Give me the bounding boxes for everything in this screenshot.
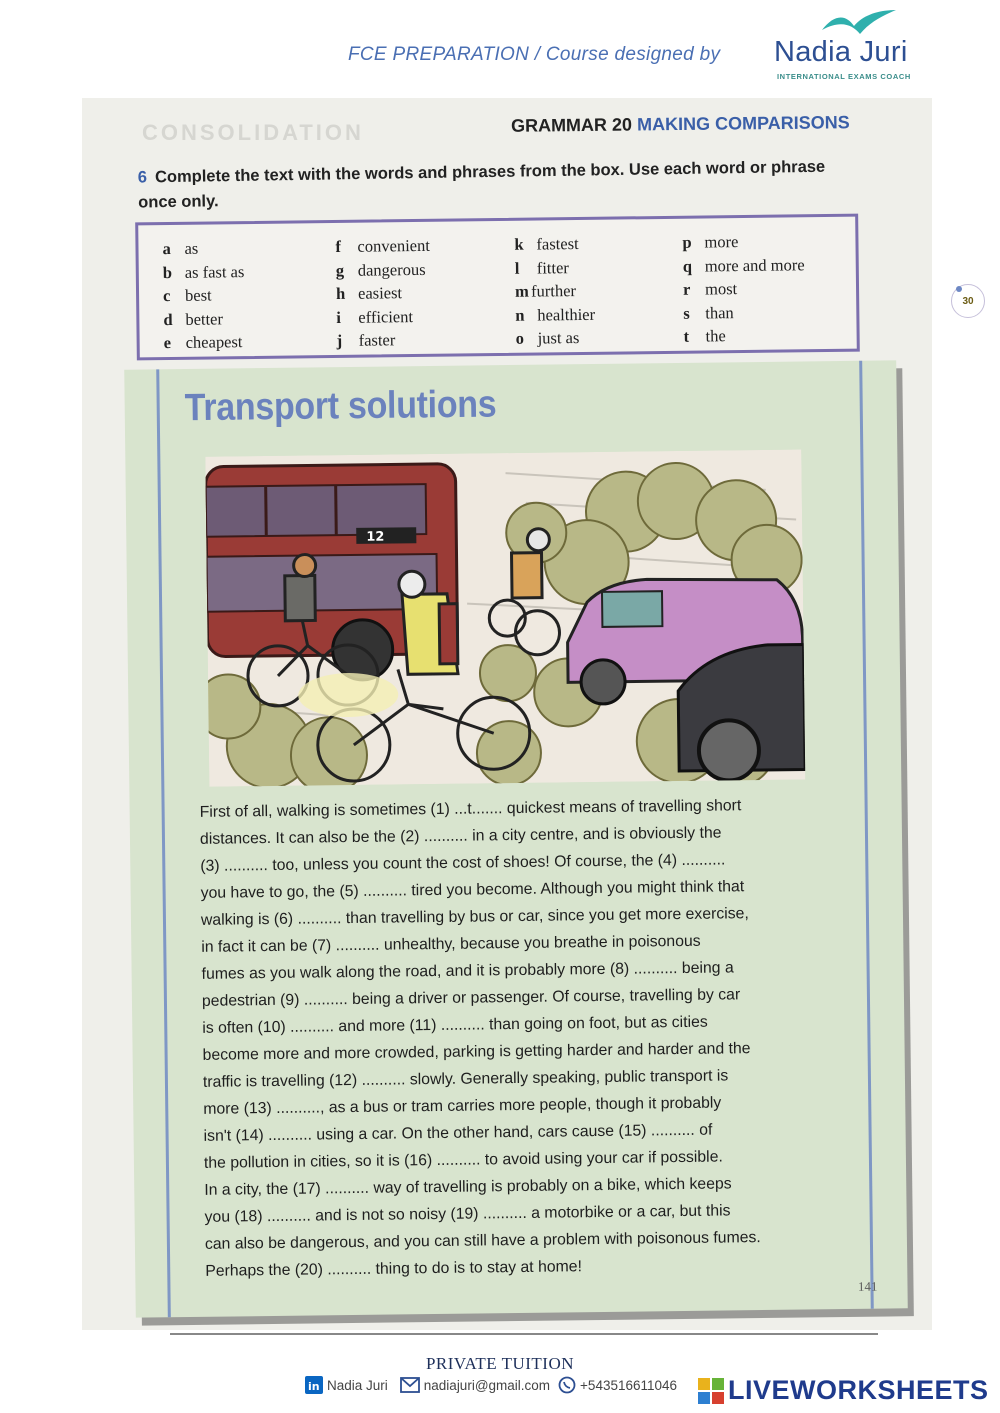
bird-icon — [820, 8, 900, 38]
passage-line: the pollution in cities, so it is (16) .......... to avoid using your car if possible. — [203, 1148, 723, 1172]
word-option: e cheapest — [163, 332, 243, 353]
passage-line: distances. It can also be the (2) .......... in a city centre, and is obviously the — [199, 824, 722, 848]
email-link[interactable]: nadiajuri@gmail.com — [423, 1377, 551, 1393]
grammar-title — [511, 112, 850, 137]
exercise-number: 6 — [137, 168, 148, 187]
ghost-heading: CONSOLIDATION — [142, 120, 364, 145]
word-column-4 — [682, 229, 805, 348]
word-option: r most — [682, 279, 738, 299]
worksheet-sheet — [124, 360, 908, 1317]
phone-number[interactable]: +543516611046 — [580, 1377, 678, 1393]
passage-line: more (13) .........., as a bus or tram carries more people, though it probably — [203, 1094, 722, 1118]
word-column-1 — [162, 236, 245, 354]
passage-line: is often (10) .......... and more (11) .......... than going on foot, but as cities — [202, 1013, 708, 1037]
word-option: f convenient — [335, 235, 430, 256]
passage-line: isn't (14) .......... using a car. On the other hand, cars cause (15) .......... of — [203, 1121, 713, 1145]
passage-line: fumes as you walk along the road, and it is probably more (8) .......... being a — [201, 959, 734, 983]
word-column-3 — [514, 232, 595, 350]
course-header: FCE PREPARATION / Course designed by — [348, 44, 721, 65]
word-option: c best — [162, 285, 212, 306]
liveworksheets-brand — [698, 1375, 989, 1406]
word-option: t the — [683, 326, 726, 346]
logo-name: Nadia Juri — [774, 36, 908, 68]
exercise-instruction — [138, 155, 839, 216]
word-option: s than — [683, 302, 734, 323]
word-box — [135, 214, 860, 361]
word-option: m further — [514, 281, 577, 301]
passage-line: In a city, the (17) .......... way of travelling is probably on a bike, which keeps — [204, 1175, 732, 1199]
word-option: l fitter — [514, 257, 569, 278]
badge-dot — [956, 286, 962, 292]
logo-subtitle: INTERNATIONAL EXAMS COACH — [777, 72, 911, 81]
passage-line: (3) .......... too, unless you count the cost of shoes! Of course, the (4) .......... — [200, 851, 726, 875]
word-option: n healthier — [515, 304, 596, 325]
word-option: b as fast as — [162, 261, 245, 282]
book-page-number: 141 — [857, 1278, 878, 1294]
passage-line: you have to go, the (5) .......... tired you become. Although you might think that — [200, 878, 745, 902]
passage-line: you (18) .......... and is not so noisy (19) .......... a motorbike or a car, but this — [204, 1202, 731, 1226]
word-column-2 — [335, 234, 431, 353]
whatsapp-icon — [558, 1376, 576, 1394]
word-option: p more — [682, 232, 739, 252]
sheet-margin-line — [859, 361, 874, 1309]
passage-line: in fact it can be (7) .......... unhealthy, because you breathe in poisonous — [201, 932, 701, 956]
word-option: i efficient — [336, 306, 414, 327]
word-option: a as — [162, 238, 199, 259]
passage-line: can also be dangerous, and you can still have a problem with poisonous fumes. — [204, 1229, 761, 1253]
linkedin-icon — [305, 1376, 323, 1394]
traffic-illustration — [205, 449, 805, 786]
linkedin-name[interactable]: Nadia Juri — [327, 1377, 388, 1393]
word-option: o just as — [515, 328, 580, 348]
mail-icon — [400, 1377, 420, 1393]
passage-line: walking is (6) .......... than travelling by bus or car, since you get more exercise, — [200, 905, 749, 929]
passage-line: become more and more crowded, parking is getting harder and harder and the — [202, 1040, 751, 1064]
passage-line: pedestrian (9) .......... being a driver or passenger. Of course, travelling by car — [201, 986, 741, 1010]
private-tuition-label: PRIVATE TUITION — [425, 1354, 575, 1373]
svg-text:in: in — [308, 1380, 320, 1393]
word-option: q more and more — [682, 254, 805, 276]
bus-route-number: 12 — [366, 529, 385, 545]
liveworksheets-logo-icon — [698, 1378, 724, 1404]
sheet-margin-line — [156, 369, 171, 1317]
grammar-topic: MAKING COMPARISONS — [637, 112, 851, 135]
brand-logo — [760, 8, 960, 80]
word-option: k fastest — [514, 234, 579, 254]
word-option: j faster — [336, 330, 396, 350]
word-option: h easiest — [335, 283, 403, 303]
passage-line: First of all, walking is sometimes (1) ...t....... quickest means of travelling short — [199, 797, 742, 821]
passage-line: traffic is travelling (12) .......... slowly. Generally speaking, public transport is — [202, 1067, 729, 1091]
gap-fill-passage — [199, 791, 857, 1285]
footer-divider — [170, 1333, 878, 1335]
page-badge: 30 — [951, 284, 985, 318]
word-option: g dangerous — [335, 259, 426, 280]
word-option: d better — [163, 308, 224, 329]
liveworksheets-wordmark: LIVEWORKSHEETS — [728, 1375, 989, 1405]
worksheet-title: Transport solutions — [184, 382, 497, 430]
passage-line: Perhaps the (20) .......... thing to do is to stay at home! — [205, 1258, 583, 1280]
grammar-prefix: GRAMMAR 20 — [511, 114, 633, 136]
instruction-text: Complete the text with the words and phrases from the box. Use each word or phrase once only. — [138, 157, 826, 212]
contact-bar — [305, 1376, 677, 1394]
